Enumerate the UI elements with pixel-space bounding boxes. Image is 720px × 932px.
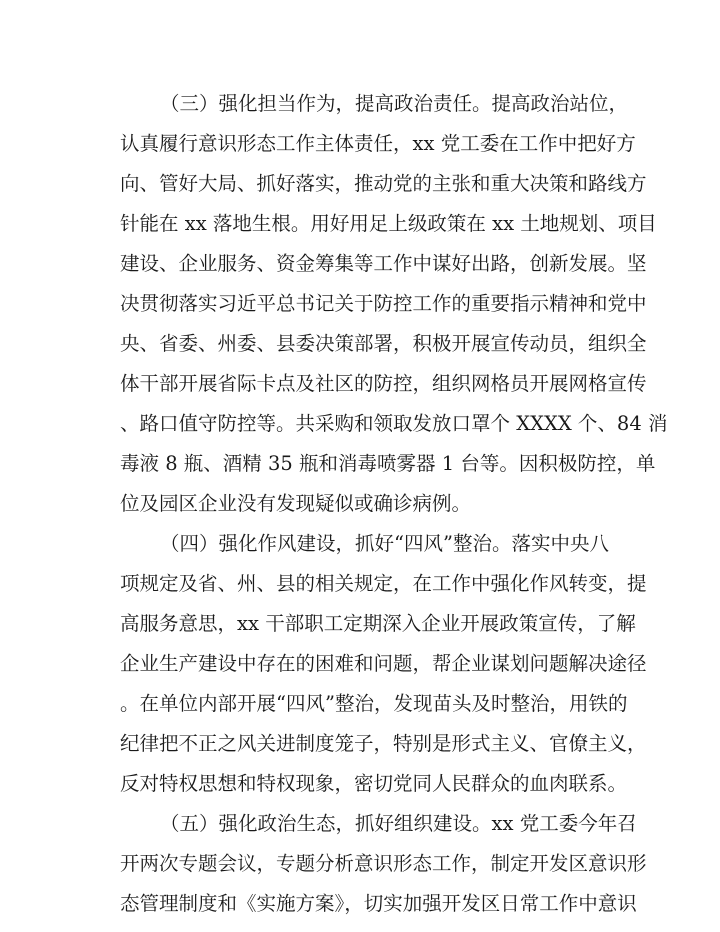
paragraph-line: （四）强化作风建设，抓好“四风”整治。落实中央八 [160,532,609,555]
paragraph-four [120,524,647,804]
paragraph-line: 高服务意思，xx 干部职工定期深入企业开展政策宣传，了解 [120,612,636,635]
paragraph-line: （五）强化政治生态，抓好组织建设。xx 党工委今年召 [160,812,637,835]
paragraph-line: 体干部开展省际卡点及社区的防控，组织网格员开展网格宣传 [120,372,647,395]
paragraph-line: 决贯彻落实习近平总书记关于防控工作的重要指示精神和党中 [120,292,647,315]
paragraph-line: 。在单位内部开展“四风”整治，发现苗头及时整治，用铁的 [120,692,628,715]
paragraph-five [120,804,647,924]
paragraph-line: 开两次专题会议，专题分析意识形态工作，制定开发区意识形 [120,852,647,875]
paragraph-line: 、路口值守防控等。共采购和领取发放口罩个 XXXX 个、84 消 [120,412,668,435]
paragraph-three [120,84,668,524]
paragraph-line: 企业生产建设中存在的困难和问题，帮企业谋划问题解决途径 [120,652,647,675]
paragraph-line: （三）强化担当作为，提高政治责任。提高政治站位， [160,92,629,115]
document-body [120,84,668,924]
paragraph-line: 央、省委、州委、县委决策部署，积极开展宣传动员，组织全 [120,332,647,355]
paragraph-line: 纪律把不正之风关进制度笼子，特别是形式主义、官僚主义， [120,732,647,755]
paragraph-line: 向、管好大局、抓好落实，推动党的主张和重大决策和路线方 [120,172,647,195]
paragraph-line: 反对特权思想和特权现象，密切党同人民群众的血肉联系。 [120,772,628,795]
paragraph-line: 毒液 8 瓶、酒精 35 瓶和消毒喷雾器 1 台等。因积极防控，单 [120,452,656,475]
paragraph-line: 建设、企业服务、资金筹集等工作中谋好出路，创新发展。坚 [120,252,647,275]
paragraph-line: 态管理制度和《实施方案》，切实加强开发区日常工作中意识 [120,892,637,915]
paragraph-line: 项规定及省、州、县的相关规定，在工作中强化作风转变，提 [120,572,647,595]
paragraph-line: 认真履行意识形态工作主体责任，xx 党工委在工作中把好方 [120,132,636,155]
paragraph-line: 位及园区企业没有发现疑似或确诊病例。 [120,492,472,515]
paragraph-line: 针能在 xx 落地生根。用好用足上级政策在 xx 土地规划、项目 [120,212,657,235]
